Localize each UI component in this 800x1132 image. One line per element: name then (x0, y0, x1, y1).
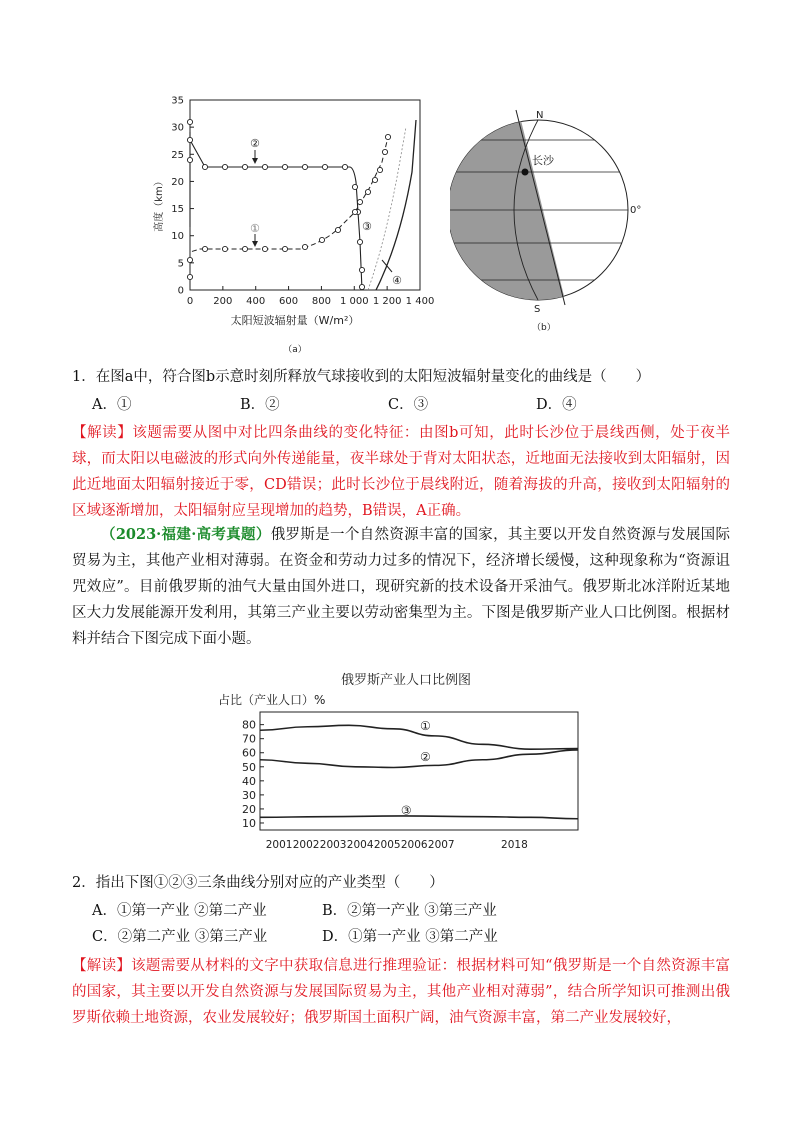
figure-a-ytick-label: 30 (171, 122, 184, 134)
chart-series-label: ① (419, 719, 431, 734)
chart-xtick-label: 2018 (501, 839, 528, 851)
chart-x-ticks (266, 839, 528, 851)
figure-a-point (357, 239, 362, 244)
chart-ytick-label: 20 (242, 802, 256, 816)
chart-xtick-label: 2003 (319, 839, 347, 851)
q1-analysis: 【解读】该题需要从图中对比四条曲线的变化特征：由图b可知，此时长沙位于晨线西侧，处于夜半球，而太阳以电磁波的形式向外传递能量，夜半球处于背对太阳状态，近地面无法接收到太阳辐射，因此近地面太阳辐射接近于零，CD错误；此时长沙位于晨线附近，随着海拔的升高，接收到太阳辐射的区域逐渐增加，太阳辐射应呈现增加的趋势，B错误，A正确。 (72, 425, 730, 519)
figure-a-point (302, 244, 307, 249)
chart-ytick-label: 10 (242, 816, 256, 830)
chart-ylabel: 占比（产业人口）% (218, 693, 326, 707)
q1-option-a: A．① (92, 397, 132, 413)
figure-a-ytick-label: 15 (171, 204, 184, 216)
chart-xtick-label: 2004 (346, 839, 374, 851)
q1-option-c: C．③ (388, 397, 429, 413)
chart-series-label: ② (419, 749, 431, 764)
chart-xtick-label: 2001 (265, 839, 293, 851)
chart-series-line (260, 816, 578, 819)
figure-a-point (359, 267, 364, 272)
figure-a-xtick-label: 1 200 (372, 296, 402, 307)
curve-4 (376, 120, 416, 290)
figure-a-xtick-label: 1 000 (339, 296, 369, 307)
figure-a-point (359, 284, 364, 289)
figure-a-point (202, 164, 207, 169)
changsha-label: 长沙 (532, 154, 554, 167)
figure-a-y-ticks (171, 96, 194, 297)
figure-a-point (187, 257, 192, 262)
chart-series (260, 719, 578, 819)
figure-a-point (187, 119, 192, 124)
q1-option-b: B．② (240, 397, 280, 413)
q2-option-c: C．②第二产业 ③第三产业 (92, 929, 268, 945)
q1-stem: 1．在图a中，符合图b示意时刻所释放气球接收到的太阳短波辐射量变化的曲线是（ ） (72, 369, 651, 385)
figure-a-point (335, 227, 340, 232)
s-label: S (534, 304, 541, 315)
figure-a-point (262, 246, 267, 251)
chart-xtick-label: 2007 (427, 839, 455, 851)
figure-a-point (342, 164, 347, 169)
figure-a-xtick-label: 1 400 (405, 296, 435, 307)
arrow-2-head (252, 158, 258, 164)
figure-a-ylabel: 高度（km） (154, 176, 165, 232)
population-chart (210, 668, 590, 863)
chart-y-ticks (242, 719, 264, 830)
figure-a-point (202, 246, 207, 251)
figure-a-xtick-label: 800 (311, 296, 331, 307)
curve-label-1: ① (250, 222, 260, 235)
figure-a-x-ticks (187, 286, 435, 307)
material-text: 俄罗斯是一个自然资源丰富的国家，其主要以开发自然资源与发展国际贸易为主，其他产业相对薄弱。在资金和劳动力过多的情况下，经济增长缓慢，这种现象称为“资源诅咒效应”。目前俄罗斯的油气大量由国外进口，现研究新的技术设备开采油气。俄罗斯北冰洋附近某地区大力发展能源开发利用，其第三产业主要以劳动密集型为主。下图是俄罗斯产业人口比例图。根据材料并结合下图完成下面小题。 (72, 527, 731, 647)
n-label: N (536, 110, 544, 121)
chart-ytick-label: 30 (242, 788, 256, 802)
chart-series-label: ③ (400, 803, 412, 818)
figure-a-ytick-label: 5 (177, 258, 184, 270)
figure-a (150, 92, 440, 362)
figure-a-point (222, 164, 227, 169)
figure-a-xtick-label: 400 (246, 296, 266, 307)
curve-label-4: ④ (392, 274, 402, 287)
q2-stem: 2．指出下图①②③三条曲线分别对应的产业类型（ ） (72, 875, 444, 891)
chart-ytick-label: 50 (242, 760, 256, 774)
figure-a-point (377, 167, 382, 172)
curve-label-3: ③ (362, 220, 372, 233)
material-source: （2023·福建·高考真题） (101, 526, 271, 543)
figure-a-point (262, 164, 267, 169)
q1-option-d: D．④ (536, 397, 577, 413)
figure-b-caption: （b） (532, 323, 556, 333)
figure-a-point (322, 164, 327, 169)
chart-xtick-label: 2006 (400, 839, 428, 851)
chart-ytick-label: 60 (242, 746, 256, 760)
figure-a-point (302, 164, 307, 169)
figure-a-data-points (187, 119, 390, 289)
figure-a-point (187, 157, 192, 162)
figure-a-point (187, 274, 192, 279)
figure-a-point (352, 209, 357, 214)
q2-option-a: A．①第一产业 ②第二产业 (92, 903, 267, 919)
figure-a-ytick-label: 20 (171, 176, 184, 188)
figure-b (450, 100, 670, 340)
changsha-dot (522, 169, 529, 176)
figure-a-point (242, 164, 247, 169)
curve-label-2: ② (250, 137, 260, 150)
chart-xtick-label: 2005 (373, 839, 401, 851)
figure-a-point (187, 137, 192, 142)
figure-a-xtick-label: 200 (213, 296, 233, 307)
q2-option-d: D．①第一产业 ③第二产业 (322, 929, 498, 945)
curve-2 (190, 132, 362, 290)
figure-a-caption: （a） (283, 345, 307, 355)
lat-0-label: 0° (630, 205, 642, 216)
arrow-4 (382, 260, 392, 272)
figure-a-xlabel: 太阳短波辐射量（W/m²） (230, 314, 360, 327)
figure-a-point (352, 184, 357, 189)
material-paragraph (72, 522, 730, 652)
figure-a-point (357, 199, 362, 204)
figure-a-ytick-label: 0 (177, 285, 184, 297)
figure-a-ytick-label: 35 (171, 95, 184, 107)
figure-a-plot-area (190, 100, 420, 290)
figure-a-point (319, 237, 324, 242)
figure-a-point (365, 189, 370, 194)
figure-a-point (282, 164, 287, 169)
chart-xtick-label: 2002 (292, 839, 320, 851)
figure-a-xtick-label: 0 (186, 296, 194, 307)
figure-a-point (222, 246, 227, 251)
figure-a-point (282, 246, 287, 251)
figure-a-xtick-label: 600 (279, 296, 299, 307)
figure-a-point (385, 134, 390, 139)
chart-ytick-label: 80 (242, 718, 256, 732)
figure-a-point (372, 177, 377, 182)
figure-a-point (382, 149, 387, 154)
figure-a-ytick-label: 10 (171, 231, 184, 243)
q2-analysis: 【解读】该题需要从材料的文字中获取信息进行推理验证：根据材料可知“俄罗斯是一个自然资源丰富的国家，其主要以开发自然资源与发展国际贸易为主，其他产业相对薄弱”，结合所学知识可推测出俄罗斯依赖土地资源，农业发展较好；俄罗斯国土面积广阔，油气资源丰富，第二产业发展较好， (72, 958, 730, 1026)
arrow-1-head (252, 241, 258, 247)
q2-option-b: B．②第一产业 ③第三产业 (322, 903, 497, 919)
chart-title: 俄罗斯产业人口比例图 (340, 673, 472, 688)
chart-ytick-label: 40 (242, 774, 256, 788)
figure-a-ytick-label: 25 (171, 149, 184, 161)
chart-ytick-label: 70 (242, 732, 256, 746)
figure-a-point (242, 246, 247, 251)
